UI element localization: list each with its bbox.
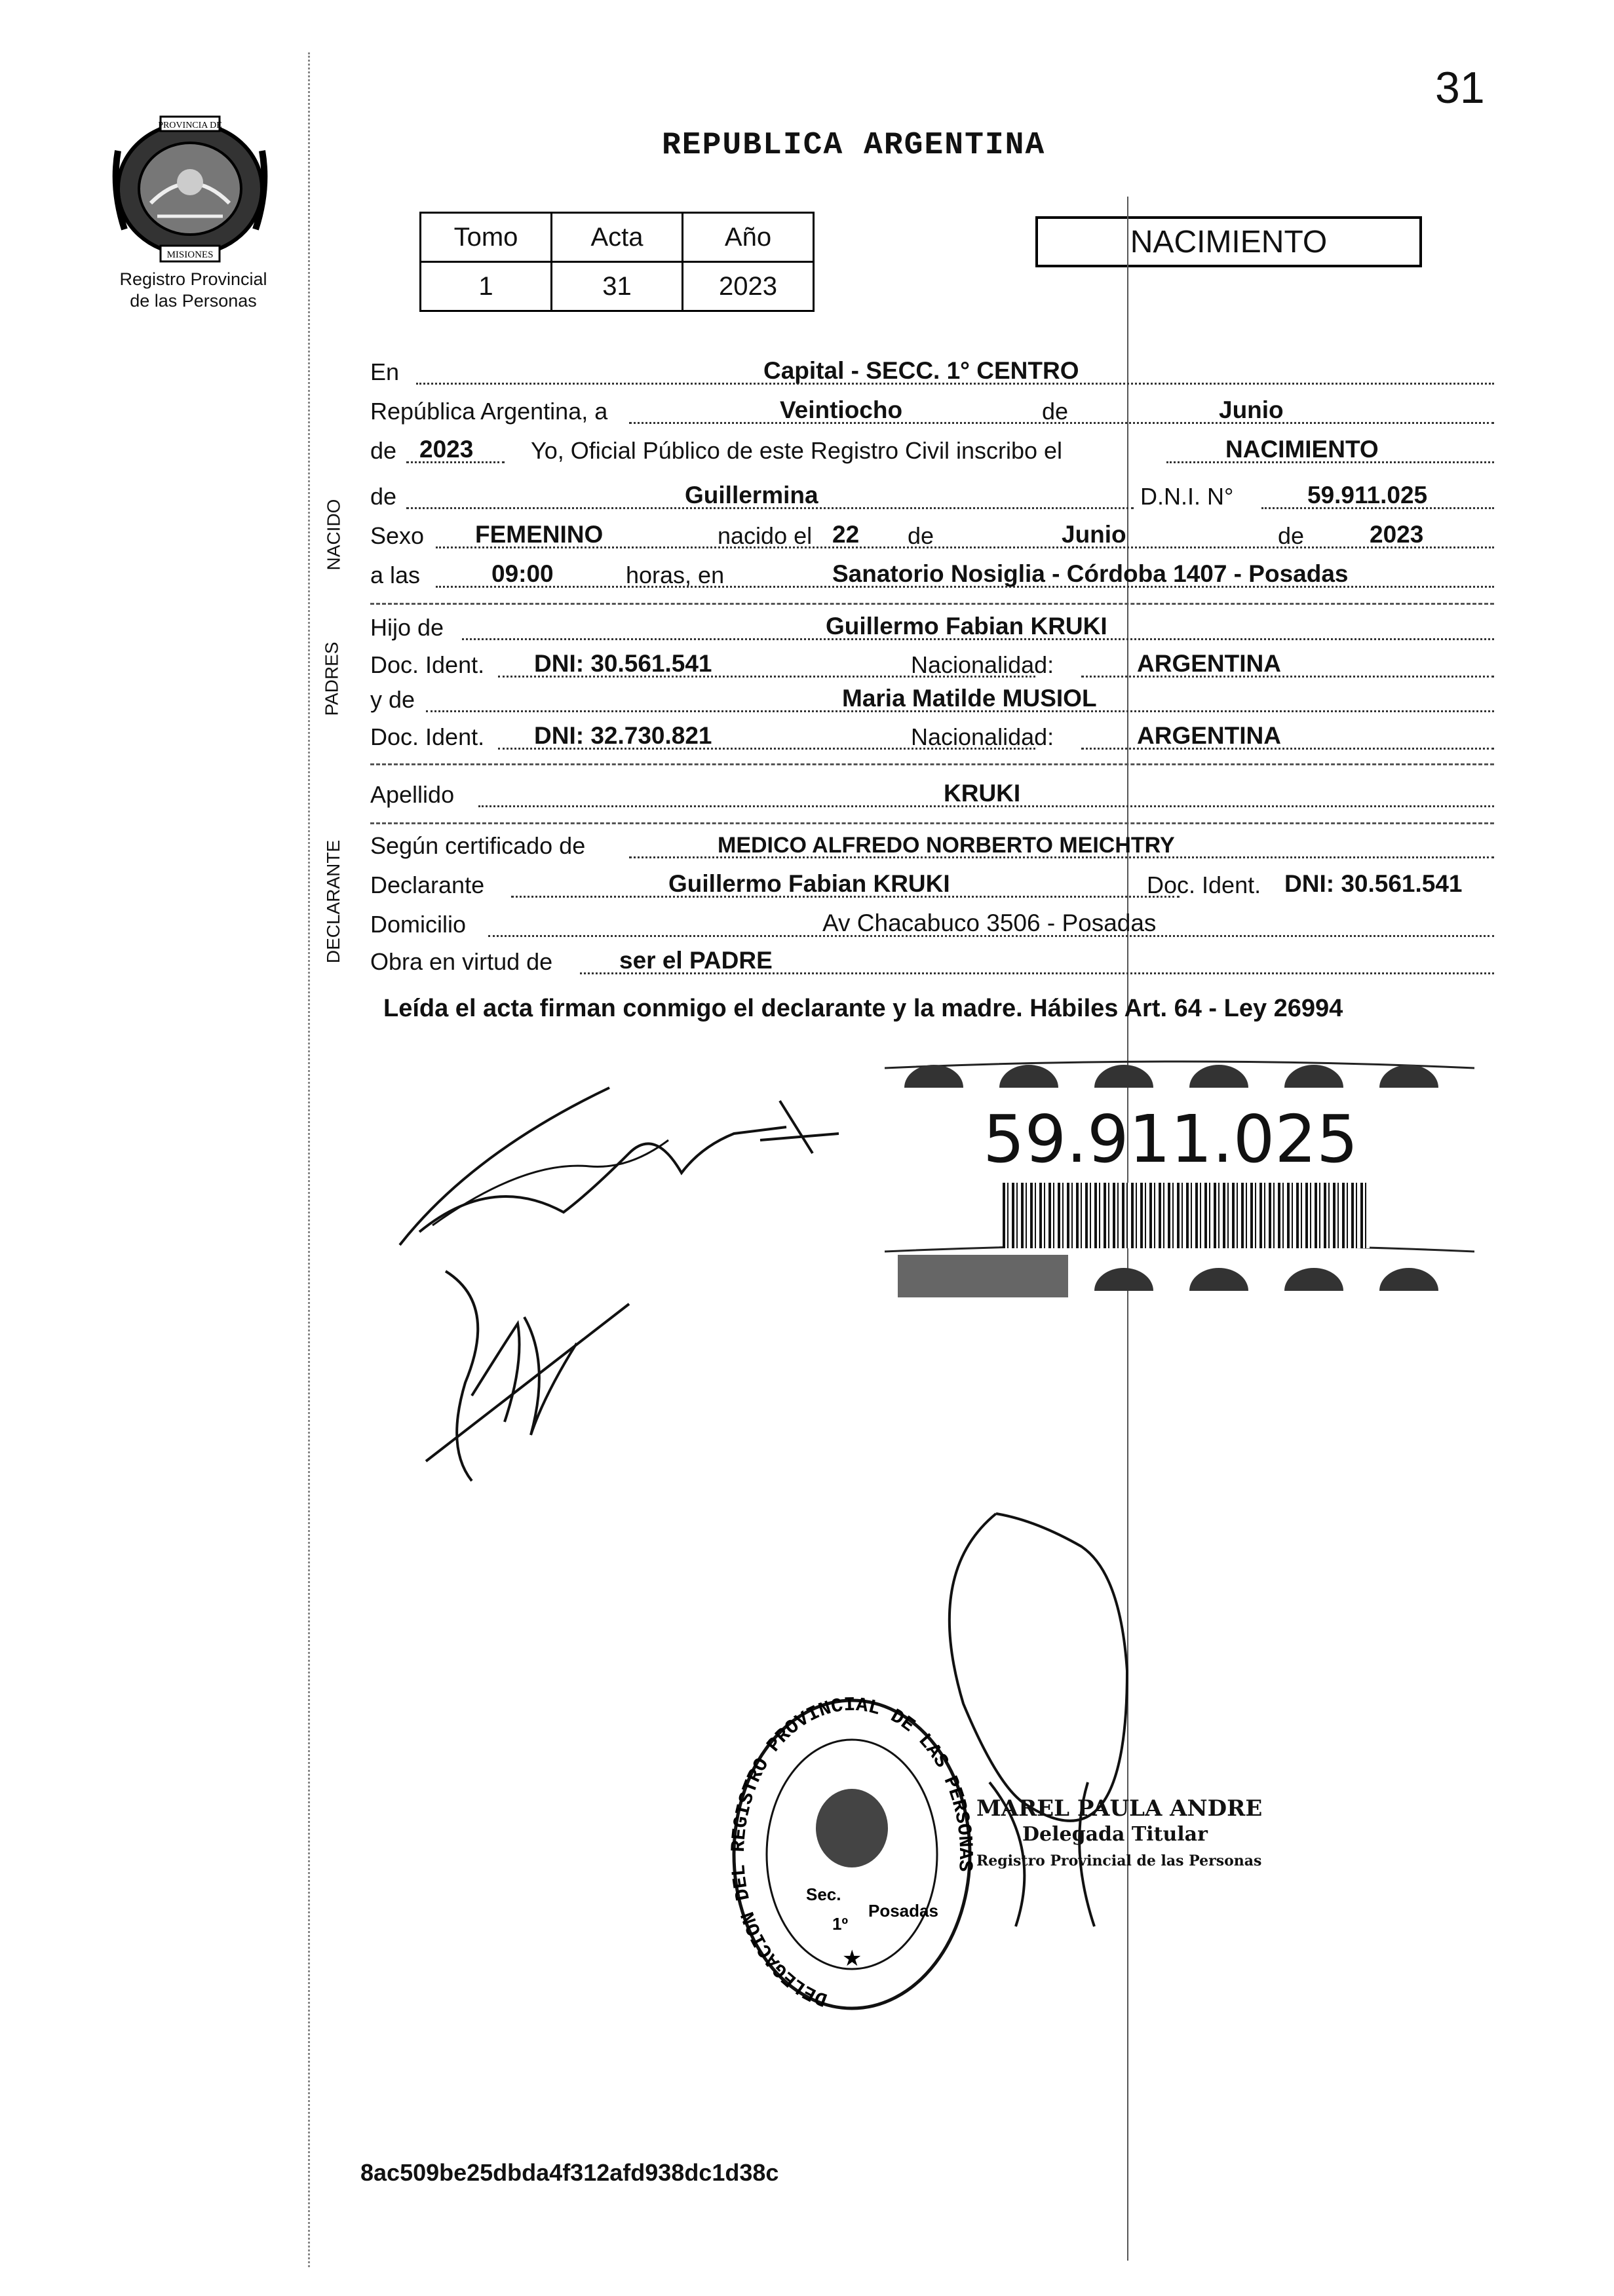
label-alas: a las [370, 562, 421, 588]
record-line-father-doc [370, 650, 1494, 684]
value-madre: Maria Matilde MUSIOL [842, 685, 1097, 712]
label-domicilio: Domicilio [370, 911, 467, 938]
record-line-mother [370, 685, 1494, 719]
official-titular-stamp [976, 1795, 1262, 1874]
value-anio-nac: 2023 [1370, 521, 1424, 548]
label-nacido: nacido el [718, 522, 813, 549]
titular-name: MAREL PAULA ANDRE [976, 1795, 1263, 1822]
value-hora: 09:00 [491, 560, 554, 587]
label-doc-padre: Doc. Ident. [370, 651, 485, 678]
value-madre-nac: ARGENTINA [1137, 722, 1281, 749]
label-de4: de [908, 522, 934, 549]
section-separator [370, 763, 1494, 765]
section-label-padres: PADRES [321, 641, 342, 716]
dni-sticker-number: 59.911.025 [983, 1101, 1358, 1177]
closing-statement: Leída el acta firman conmigo el declarante y la madre. Hábiles Art. 64 - Ley 26994 [383, 995, 1343, 1022]
label-yde: y de [370, 686, 415, 713]
value-lugar-nac: Sanatorio Nosiglia - Córdoba 1407 - Posadas [832, 560, 1349, 587]
tomo-value: 1 [421, 262, 552, 311]
label-en: En [370, 358, 400, 385]
value-mes-nac: Junio [1062, 521, 1126, 548]
act-type-box: NACIMIENTO [1035, 216, 1422, 267]
record-line-sex [370, 521, 1494, 555]
record-line-declarant [370, 870, 1494, 904]
titular-org: Registro Provincial de las Personas [976, 1852, 1262, 1869]
label-de: de [1042, 398, 1069, 425]
section-label-nacido: NACIDO [323, 499, 344, 571]
label-doc-madre: Doc. Ident. [370, 723, 485, 750]
country-title: REPUBLICA ARGENTINA [662, 128, 1046, 163]
value-mes: Junio [1219, 396, 1284, 423]
label-declarante: Declarante [370, 871, 485, 898]
record-line-address [370, 909, 1494, 944]
registry-caption [85, 269, 301, 312]
value-anio: 2023 [419, 436, 474, 463]
value-sexo: FEMENINO [475, 521, 604, 548]
value-madre-doc: DNI: 32.730.821 [534, 722, 712, 749]
acta-label: Acta [552, 213, 683, 262]
value-domicilio: Av Chacabuco 3506 - Posadas [822, 909, 1157, 936]
svg-text:MISIONES: MISIONES [166, 250, 214, 260]
label-apellido: Apellido [370, 781, 455, 808]
document-hash: 8ac509be25dbda4f312afd938dc1d38c [360, 2159, 779, 2186]
record-line-certificate [370, 831, 1494, 865]
value-virtud: ser el PADRE [619, 947, 773, 974]
record-line-name [370, 482, 1494, 516]
label-doc-declarante: Doc. Ident. [1147, 871, 1261, 898]
value-acto: NACIMIENTO [1225, 436, 1379, 463]
value-dia-letras: Veintiocho [780, 396, 903, 423]
value-certificado: MEDICO ALFREDO NORBERTO MEICHTRY [718, 833, 1175, 858]
svg-text:★: ★ [842, 1946, 862, 1971]
svg-text:Posadas: Posadas [868, 1901, 938, 1921]
registry-seal [727, 1691, 976, 2018]
misiones-coat-of-arms-logo [105, 111, 275, 265]
record-line-place [370, 357, 1494, 391]
declarant-signature [393, 1062, 839, 1258]
label-segun: Según certificado de [370, 832, 586, 859]
svg-text:Sec.: Sec. [806, 1885, 841, 1904]
value-lugar: Capital - SECC. 1° CENTRO [763, 357, 1079, 384]
label-hijo: Hijo de [370, 614, 444, 641]
value-dni: 59.911.025 [1307, 482, 1428, 508]
value-padre-nac: ARGENTINA [1137, 650, 1281, 677]
label-nac-padre: Nacionalidad: [911, 651, 1054, 678]
label-de5: de [1278, 522, 1305, 549]
label-horas: horas, en [626, 562, 725, 588]
svg-text:DELEGACION DEL REGISTRO PROVIN: DELEGACION DEL REGISTRO PROVINCIAL DE LAS PERSONAS [727, 1694, 976, 2010]
value-declarante: Guillermo Fabian KRUKI [668, 870, 950, 897]
record-line-date [370, 396, 1494, 430]
registry-line-1: Registro Provincial [119, 269, 267, 289]
svg-text:1º: 1º [832, 1914, 848, 1934]
label-obra: Obra en virtud de [370, 948, 553, 975]
barcode [1003, 1183, 1370, 1248]
value-declarante-doc: DNI: 30.561.541 [1284, 870, 1463, 897]
margin-divider [308, 52, 310, 2267]
section-separator [370, 822, 1494, 824]
label-republica: República Argentina, a [370, 398, 608, 425]
svg-text:PROVINCIA DE: PROVINCIA DE [158, 121, 222, 130]
record-line-official [370, 436, 1494, 470]
record-line-time [370, 560, 1494, 594]
registry-line-2: de las Personas [130, 291, 257, 311]
label-oficial: Yo, Oficial Público de este Registro Civil inscribo el [531, 437, 1063, 464]
label-nac-madre: Nacionalidad: [911, 723, 1054, 750]
dni-sticker [885, 1055, 1474, 1297]
value-apellido: KRUKI [944, 780, 1021, 807]
record-line-mother-doc [370, 722, 1494, 756]
tomo-label: Tomo [421, 213, 552, 262]
record-line-capacity [370, 947, 1494, 981]
value-nombre: Guillermina [685, 482, 818, 508]
value-padre-doc: DNI: 30.561.541 [534, 650, 712, 677]
anio-label: Año [683, 213, 814, 262]
mother-signature [419, 1265, 642, 1494]
value-padre: Guillermo Fabian KRUKI [826, 613, 1107, 640]
acta-value: 31 [552, 262, 683, 311]
record-line-surname [370, 780, 1494, 814]
label-dni: D.N.I. N° [1140, 483, 1234, 510]
section-separator [370, 603, 1494, 605]
label-de2: de [370, 437, 397, 464]
label-sexo: Sexo [370, 522, 425, 549]
section-label-declarante: DECLARANTE [323, 839, 344, 964]
page-number: 31 [1435, 63, 1485, 113]
book-reference-table [419, 212, 815, 312]
value-dia-nac: 22 [832, 521, 860, 548]
anio-value: 2023 [683, 262, 814, 311]
label-de3: de [370, 483, 397, 510]
record-line-father [370, 613, 1494, 647]
titular-role: Delegada Titular [1022, 1823, 1208, 1846]
